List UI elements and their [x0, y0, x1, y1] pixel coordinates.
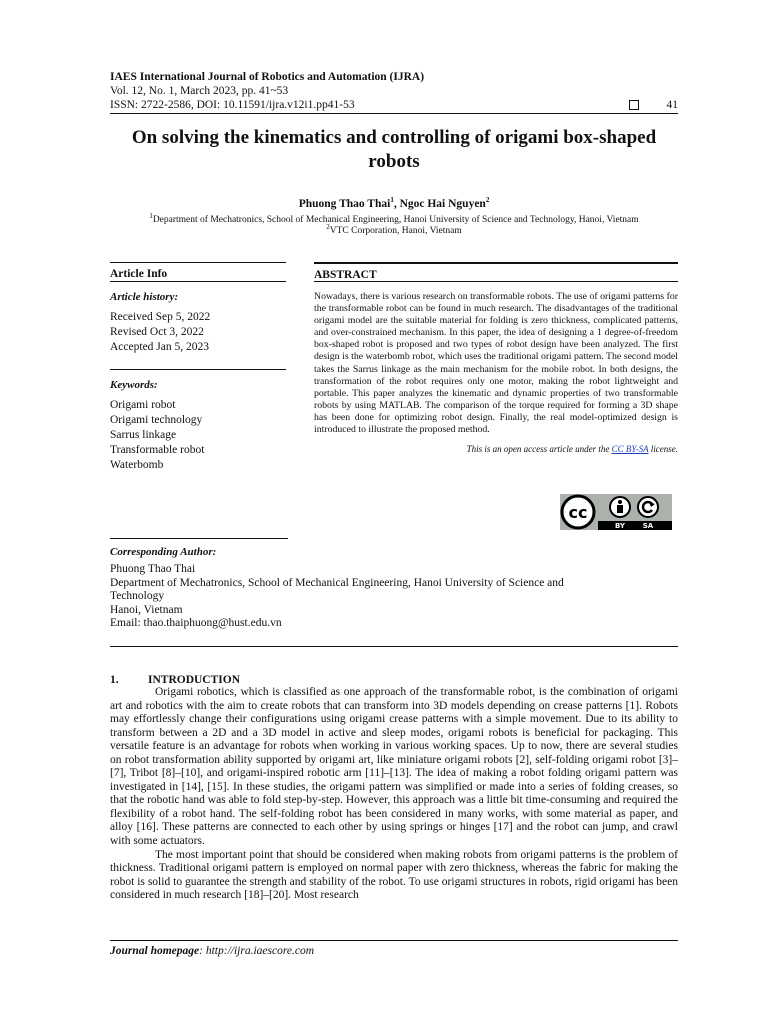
author-separator: ,: [393, 197, 400, 210]
author-affil-mark: 2: [485, 196, 490, 204]
corresponding-heading: Corresponding Author:: [110, 546, 217, 558]
affiliation: [110, 222, 678, 237]
section-heading: [110, 674, 678, 686]
section-title: INTRODUCTION: [148, 674, 241, 686]
page-number: 41: [666, 99, 678, 111]
by-badge-text: BY: [614, 522, 626, 530]
introduction-section: [110, 674, 678, 903]
affiliation-mark: 1: [149, 212, 153, 220]
header-rule: [110, 113, 678, 114]
article-history: [110, 310, 286, 355]
journal-header: [110, 70, 678, 112]
article-info-heading: Article Info: [110, 262, 286, 282]
license-note: [314, 444, 678, 454]
author-list: [110, 196, 678, 210]
corresponding-email[interactable]: Email: thao.thaiphuong@hust.edu.vn: [110, 617, 282, 630]
article-info: [110, 262, 286, 473]
square-bullet-icon: [629, 100, 639, 110]
license-prefix: This is an open access article under the: [466, 444, 612, 455]
body-paragraph: The most important point that should be considered when making robots from origami patterns is the problem of thickness. Traditional origami pattern is employed on normal paper with zero thickness, whereas the fabric for making the robot is solid to guarantee the strength and stability of the robot. To use origami structures in robots, rigid origami has been considered in much research [18]–[20]. Most research: [110, 848, 678, 902]
abstract-heading: ABSTRACT: [314, 262, 678, 282]
cc-badge-text: cc: [568, 503, 588, 522]
journal-volume: Vol. 12, No. 1, March 2023, pp. 41~53: [110, 85, 289, 97]
keywords-heading: Keywords:: [110, 379, 158, 391]
affiliation-text: Department of Mechatronics, School of Mechanical Engineering, Hanoi University of Science and Technology, Hanoi, Vietnam: [152, 215, 639, 226]
cc-by-sa-logo-icon: [560, 494, 672, 530]
info-divider: [110, 369, 286, 370]
homepage-url[interactable]: : http://ijra.iaescore.com: [199, 945, 315, 957]
keyword: Waterbomb: [110, 459, 164, 471]
sa-badge-text: SA: [642, 522, 654, 530]
corresponding-dept-cont: Technology: [110, 590, 165, 603]
author-affil-mark: 1: [390, 196, 394, 204]
keywords-list: [110, 398, 286, 473]
cc-by-sa-link[interactable]: CC BY-SA: [611, 444, 649, 455]
license-suffix: license.: [648, 444, 678, 455]
body-paragraph: Origami robotics, which is classified as one approach of the transformable robot, is the combination of origami art and robotics with the aim to create robots that can transform into 3D models depending on crease patterns [1]. Robots may effortlessly change their configurations using origami crease patterns with a simple movement. Due to its ability to transform between a 2D and a 3D model in active and sleep modes, origami robots is beneficial for packaging. This versatile feature is an advantage for robots when working in various working spaces. Up to now, there are several studies on robot transformation ability supported by origami art, like miniature origami robots [2], self-folding origami robot [3]–[7], Tribot [8]–[10], and origami-inspired robotic arm [11]–[13]. The idea of making a robot folding origami pattern was investigated in [14], [15]. In these studies, the origami pattern was simplified or made into a series of folding creases, so that the robotic hand was able to fold step-by-step. However, this approach was a little bit time-consuming and required the flexibility of a robot hand. The self-folding robot has been considered in many works, with some material as paper, and alloy [16]. These patterns are connected to each other by using springs or hinges [17] and the robot can jump, and crawl with some actuators.: [110, 686, 678, 848]
abstract-section: [314, 262, 678, 454]
journal-issn-doi[interactable]: ISSN: 2722-2586, DOI: 10.11591/ijra.v12i1.pp41-53: [110, 99, 355, 111]
keyword: Transformable robot: [110, 444, 205, 456]
corresponding-city: Hanoi, Vietnam: [110, 603, 183, 616]
article-history-heading: Article history:: [110, 291, 179, 303]
affiliation-text: VTC Corporation, Hanoi, Vietnam: [329, 226, 462, 237]
section-number: 1.: [110, 674, 119, 686]
history-entry: Received Sep 5, 2022: [110, 311, 211, 323]
corresponding-name: Phuong Thao Thai: [110, 563, 196, 575]
affiliation-mark: 2: [326, 223, 330, 231]
history-entry: Accepted Jan 5, 2023: [110, 341, 209, 353]
corresponding-author: [110, 546, 678, 631]
journal-title: IAES International Journal of Robotics and Automation (IJRA): [110, 71, 425, 83]
paper-page: [110, 0, 678, 1024]
section-rule: [110, 646, 678, 647]
paper-title: On solving the kinematics and controlling of origami box-shaped robots: [131, 127, 657, 172]
history-entry: Revised Oct 3, 2022: [110, 326, 204, 338]
corresponding-details: [110, 563, 678, 631]
cc-by-sa-badge[interactable]: [560, 494, 672, 535]
homepage-label: Journal homepage: [110, 945, 200, 957]
author-name: Ngoc Hai Nguyen: [399, 197, 486, 210]
keyword: Origami robot: [110, 399, 176, 411]
abstract-text: Nowadays, there is various research on transformable robots. The use of origami patterns for the transformable robot can be found in much research. The disadvantages of the traditional origami model are the suitable material for folding is zero thickness, complicated patterns, and over-constrained mechanism. In this paper, the idea of designing a 1 degree-of-freedom box-shaped robot is proposed and two types of robot design have been analyzed. The first design is the waterbomb robot, which uses the traditional origami pattern. The second model takes the Sarrus linkage as the main mechanism for the mobile robot. In both designs, the transformation of the robot requires only one motor, making the robot lightweight and portable. This paper analyzes the kinematic and dynamic properties of two transformable robots by using MATLAB. The comparison of the torque required for forming a 3D shape has been done for optimizing robot design. Finally, the real model-optimized design is introduced to illustrate the proposed method.: [314, 291, 678, 436]
corresponding-dept: Department of Mechatronics, School of Mechanical Engineering, Hanoi University of Science and: [110, 576, 564, 589]
keyword: Origami technology: [110, 414, 203, 426]
author-name: Phuong Thao Thai: [298, 197, 391, 210]
keyword: Sarrus linkage: [110, 429, 177, 441]
journal-footer: [110, 940, 678, 957]
info-bottom-rule: [110, 538, 288, 539]
